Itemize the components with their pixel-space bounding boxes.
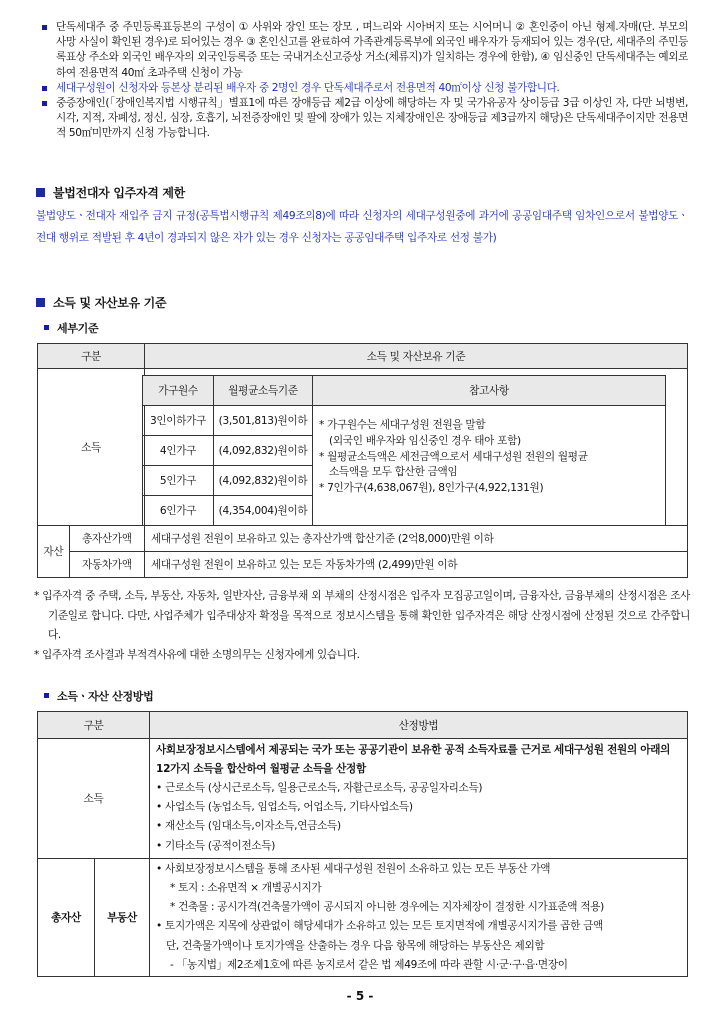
criteria-notes <box>34 587 690 665</box>
total-asset-label: 총자산 <box>38 858 95 976</box>
bullet-single-household: 단독세대주 중 주민등록표등본의 구성이 ① 사위와 장인 또는 장모 , 며느리와 시아버지 또는 시어머니 ② 혼인중이 아닌 형제.자매(단. 부모의 사망 사실이 확인된 경우)로 되어있는 경우 ③ 혼인신고를 완료하여 가족관계등록부에 외국인 배우자가 등재되어 있는 경우(단, 세대주의 주민등록표상 주소와 외국인 배우자의 외국인등록증 또는 국내거소신고증상 거소(체류지)가 일치하는 경우에 한함), ④ 임신중인 단독세대주는 예외로 하여 전용면적 40㎡ 초과주택 신청이 가능 <box>40 20 688 81</box>
household-size-cell: 3인이하가구 <box>143 406 214 436</box>
note-line: (외국인 배우자와 임신중인 경우 태아 포함) <box>329 434 521 447</box>
subheading-calculation: 소득ㆍ자산 산정방법 <box>44 688 153 704</box>
income-item: • 근로소득 (상시근로소득, 일용근로소득, 자활근로소득, 공공일자리소득) <box>156 782 483 794</box>
real-estate-line: • 토지가액은 지목에 상관없이 해당세대가 소유하고 있는 모든 토지면적에 개별공시지가를 곱한 금액 <box>156 920 603 933</box>
notes-cell <box>313 406 666 526</box>
top-bullet-list <box>40 20 688 142</box>
real-estate-line: - 「농지법」제2조제1호에 따른 농지로서 같은 법 제49조에 따라 관할 시·군·구·읍·면장이 <box>170 958 568 971</box>
note-line: * 월평균소득액은 세전금액으로서 세대구성원 전원의 월평균 <box>319 450 588 463</box>
header-household-size: 가구원수 <box>143 376 214 406</box>
asset-row-label: 총자산가액 <box>69 526 144 552</box>
real-estate-line: • 사회보장정보시스템을 통해 조사된 세대구성원 전원이 소유하고 있는 모든 부동산 가액 <box>156 862 551 875</box>
heading-box-icon <box>36 188 45 197</box>
subheading-criteria: 세부기준 <box>44 320 98 336</box>
note-line: * 가구원수는 세대구성원 전원을 말함 <box>319 419 486 431</box>
note-line: * 7인가구(4,638,067원), 8인가구(4,922,131원) <box>319 482 544 495</box>
car-row-label: 자동차가액 <box>69 552 144 578</box>
square-bullet-icon <box>44 693 49 698</box>
header-notes: 참고사항 <box>313 376 666 406</box>
square-bullet-icon <box>42 25 47 30</box>
header-monthly-income: 월평균소득기준 <box>214 376 313 406</box>
real-estate-line: 단, 건축물가액이나 토지가액을 산출하는 경우 다음 항목에 해당하는 부동산은 제외함 <box>166 939 545 952</box>
income-threshold-cell: (4,092,832)원이하 <box>214 436 313 466</box>
asset-label: 자산 <box>38 526 70 578</box>
real-estate-label: 부동산 <box>95 858 150 976</box>
square-bullet-icon <box>42 101 47 106</box>
header-category: 구분 <box>38 344 145 369</box>
note-calculation-timing: * 입주자격 중 주택, 소득, 부동산, 자동차, 일반자산, 금융부채 외 부채의 산정시점은 입주자 모집공고일이며, 금융자산, 금융부채의 산정시점은 조사기준일로 합니다. 다만, 사업주체가 입주대상자 확정을 목적으로 정보시스템을 통해 확인한 입주자격은 해당 산정시점에 산정된 것으로 간주합니다. <box>34 590 690 641</box>
income-label: 소득 <box>38 369 145 526</box>
note-line: 소득액을 모두 합산한 금액임 <box>329 466 458 479</box>
square-bullet-icon <box>44 325 49 330</box>
calculation-method-table <box>37 711 688 977</box>
income-item: • 기타소득 (공적이전소득) <box>156 839 276 852</box>
income-item: • 재산소득 (임대소득,이자소득,연금소득) <box>156 820 341 833</box>
income-threshold-cell: (3,501,813)원이하 <box>214 406 313 436</box>
income-label: 소득 <box>38 739 150 859</box>
header-method: 산정방법 <box>150 712 688 739</box>
real-estate-line: * 건축물 : 공시가격(건축물가액이 공시되지 아니한 경우에는 지자체장이 결정한 시가표준액 적용) <box>170 901 605 914</box>
page-number: - 5 - <box>346 989 374 1003</box>
illegal-transfer-paragraph: 불법양도ㆍ전대자 재입주 금지 규정(공특법시행규칙 제49조의8)에 따라 신청자의 세대구성원중에 과거에 공공임대주택 임차인으로서 불법양도ㆍ전대 행위로 적발된 후 4년이 경과되지 않은 자가 있는 경우 신청자는 공공임대주택 입주자로 선정 불가) <box>36 210 688 244</box>
note-proof-obligation: * 입주자격 조사결과 부적격사유에 대한 소명의무는 신청자에게 있습니다. <box>34 648 360 661</box>
income-threshold-table <box>142 375 666 526</box>
bullet-spouse-restriction: 세대구성원이 신청자와 등본상 분리된 배우자 중 2명인 경우 단독세대주로서 전용면적 40㎡이상 신청 불가합니다. <box>40 81 688 96</box>
heading-box-icon <box>36 298 45 307</box>
section-heading-illegal: 불법전대자 입주자격 제한 <box>36 184 185 201</box>
income-intro: 사회보장정보시스템에서 제공되는 국가 또는 공공기관이 보유한 공적 소득자료를 근거로 세대구성원 전원의 아래의 12가지 소득을 합산하여 월평균 소득을 산정함 <box>156 744 671 775</box>
asset-row-value: 세대구성원 전원이 보유하고 있는 총자산가액 합산기준 (2억8,000)만원 이하 <box>145 526 688 552</box>
section-heading-income: 소득 및 자산보유 기준 <box>36 294 166 311</box>
income-method-cell <box>150 739 688 859</box>
household-size-cell: 5인가구 <box>143 466 214 496</box>
household-size-cell: 6인가구 <box>143 496 214 526</box>
header-category: 구분 <box>38 712 150 739</box>
real-estate-method-cell <box>150 858 688 976</box>
header-criteria: 소득 및 자산보유 기준 <box>145 344 688 369</box>
household-size-cell: 4인가구 <box>143 436 214 466</box>
car-row-value: 세대구성원 전원이 보유하고 있는 모든 자동차가액 (2,499)만원 이하 <box>145 552 688 578</box>
income-threshold-cell: (4,354,004)원이하 <box>214 496 313 526</box>
income-item: • 사업소득 (농업소득, 임업소득, 어업소득, 기타사업소득) <box>156 801 413 814</box>
real-estate-line: * 토지 : 소유면적 × 개별공시지가 <box>170 882 322 895</box>
income-threshold-cell: (4,092,832)원이하 <box>214 466 313 496</box>
bullet-disability: 중증장애인(「장애인복지법 시행규칙」별표1에 따른 장애등급 제2급 이상에 해당하는 자 및 국가유공자 상이등급 3급 이상인 자, 다만 뇌병변, 시각, 지적, 자폐성, 정신, 심장, 호흡기, 뇌전증장애인 및 팔에 장애가 있는 지체장애인은 장애등급 제3급까지 해당)은 단독세대주이지만 전용면적 50㎡미만까지 신청 가능합니다. <box>40 96 688 142</box>
square-bullet-icon <box>42 86 47 91</box>
